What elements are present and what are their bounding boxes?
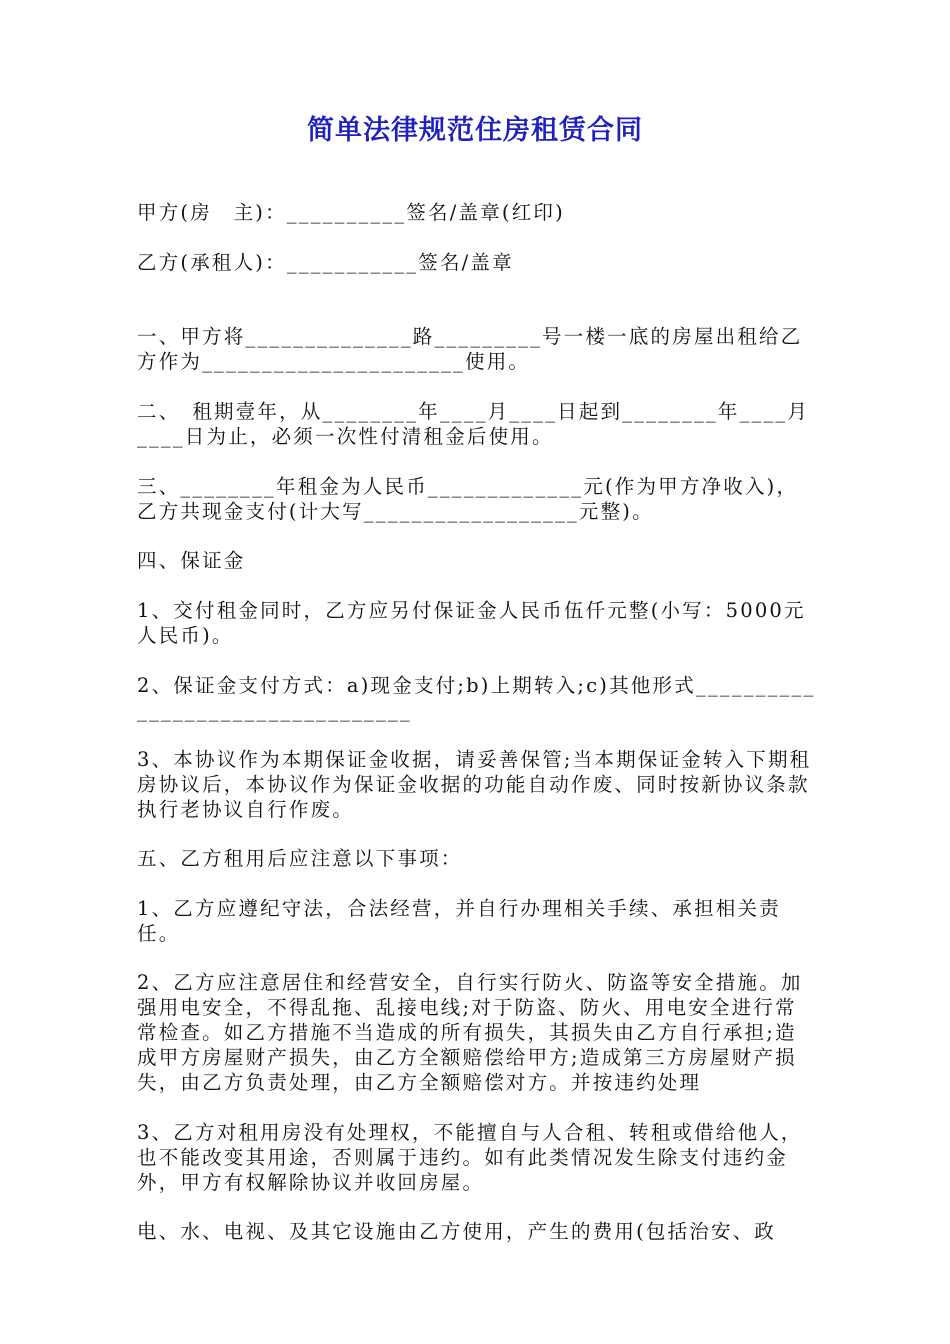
notice-item-3: 3、乙方对租用房没有处理权，不能擅自与人合租、转租或借给他人，也不能改变其用途，否则属于违约。如有此类情况发生除支付违约金外，甲方有权解除协议并收回房屋。 [137, 1121, 803, 1194]
clause-3: 三、________年租金为人民币_____________元(作为甲方净收入)，乙方共现金支付(计大写__________________元整)。 [137, 475, 799, 523]
deposit-item-3: 3、本协议作为本期保证金收据，请妥善保管;当本期保证金转入下期租房协议后，本协议作为保证金收据的功能自动作废、同时按新协议条款执行老协议自行作废。 [137, 748, 812, 821]
party-a-line: 甲方(房 主)：__________签名/盖章(红印) [137, 201, 565, 224]
section-4-heading: 四、保证金 [137, 549, 246, 572]
clause-2: 二、 租期壹年，从________年____月____日起到________年____月____日为止，必须一次性付清租金后使用。 [137, 400, 810, 448]
deposit-item-2: 2、保证金支付方式：a)现金支付;b)上期转入;c)其他形式_________________________________ [137, 674, 816, 722]
deposit-item-1: 1、交付租金同时，乙方应另付保证金人民币伍仟元整(小写：5000元人民币)。 [137, 599, 806, 647]
notice-item-1: 1、乙方应遵纪守法，合法经营，并自行办理相关手续、承担相关责任。 [137, 897, 781, 945]
section-5-heading: 五、乙方租用后应注意以下事项： [137, 847, 463, 870]
notice-item-2: 2、乙方应注意居住和经营安全，自行实行防火、防盗等安全措施。加强用电安全，不得乱拖、乱接电线;对于防盗、防火、用电安全进行常常检查。如乙方措施不当造成的所有损失，其损失由乙方自行承担;造成甲方房屋财产损失，由乙方全额赔偿给甲方;造成第三方房屋财产损失，由乙方负责处理，由乙方全额赔偿对方。并按违约处理 [137, 971, 803, 1094]
party-b-line: 乙方(承租人)：___________签名/盖章 [137, 251, 514, 274]
utilities-paragraph: 电、水、电视、及其它设施由乙方使用，产生的费用(包括治安、政 [137, 1220, 777, 1243]
document-title: 简单法律规范住房租赁合同 [307, 115, 643, 146]
clause-1: 一、甲方将______________路_________号一楼一底的房屋出租给乙方作为______________________使用。 [137, 325, 803, 373]
